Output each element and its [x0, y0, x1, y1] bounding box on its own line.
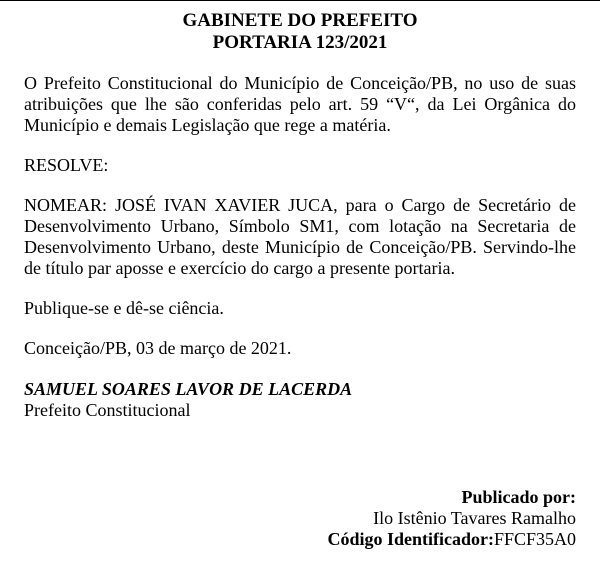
date-line: Conceição/PB, 03 de março de 2021. — [24, 338, 292, 358]
identifier-label: Código Identificador: — [327, 529, 494, 549]
published-by-label: Publicado por: — [461, 487, 576, 507]
signer-name: SAMUEL SOARES LAVOR DE LACERDA — [24, 379, 353, 399]
identifier-line — [327, 529, 576, 550]
resolve-heading: RESOLVE: — [24, 155, 109, 175]
identifier-code: FFCF35A0 — [493, 529, 576, 549]
document-header — [0, 10, 600, 54]
intro-paragraph: O Prefeito Constitucional do Município de Conceição/PB, no uso de suas atribuições que lhe são conferidas pelo art. 59 “V“, da Lei Orgânica do Município e demais Legislação que rege a matéria. — [24, 73, 576, 135]
signer-title: Prefeito Constitucional — [24, 400, 191, 420]
office-title: GABINETE DO PREFEITO — [182, 10, 418, 31]
ordinance-number: PORTARIA 123/2021 — [212, 32, 388, 53]
publish-statement: Publique-se e dê-se ciência. — [24, 298, 224, 318]
publisher-name: Ilo Istênio Tavares Ramalho — [373, 508, 576, 528]
appointment-paragraph: NOMEAR: JOSÉ IVAN XAVIER JUCA, para o Cargo de Secretário de Desenvolvimento Urbano, Símbolo SM1, com lotação na Secretaria de Desenvolvimento Urbano, deste Município de Conceição/PB. Servindo-lhe de título par aposse e exercício do cargo a presente portaria. — [24, 195, 576, 278]
publication-block — [327, 487, 576, 550]
